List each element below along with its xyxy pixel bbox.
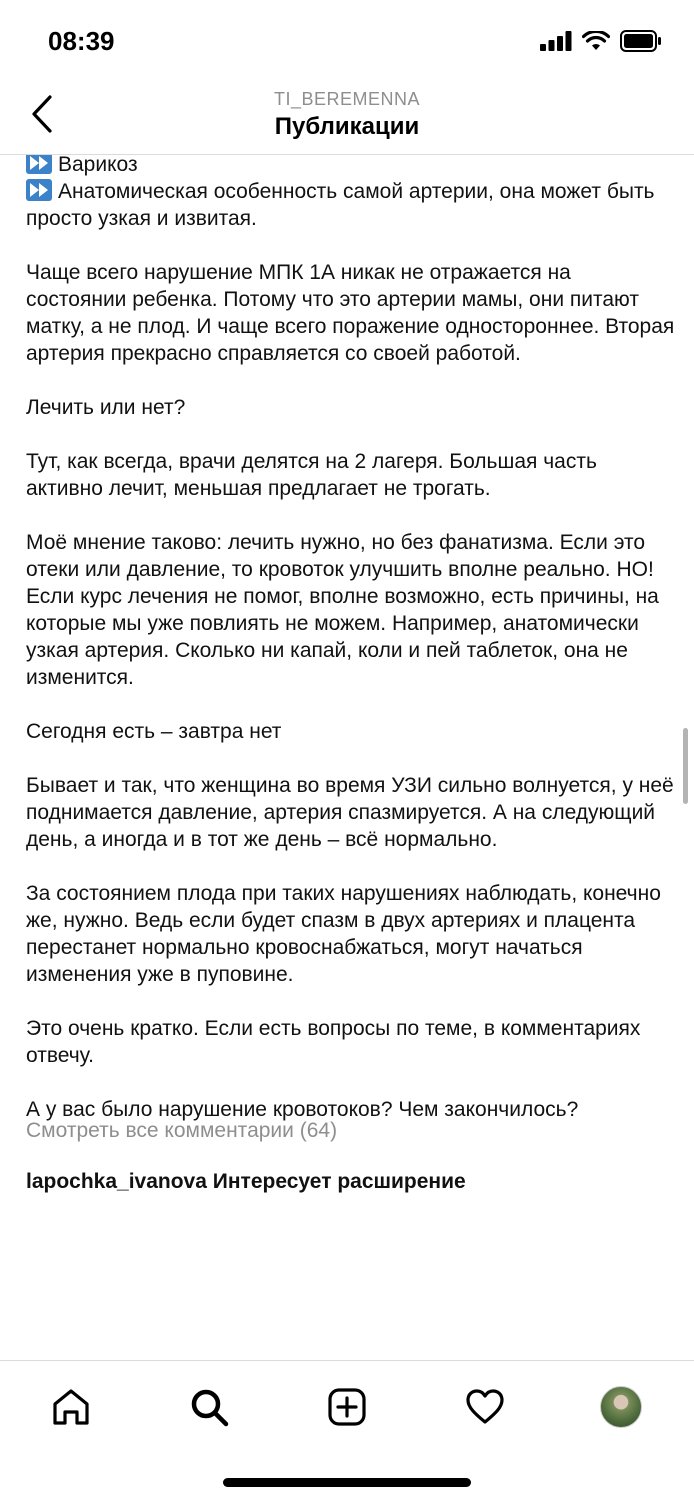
header-username[interactable]: TI_BEREMENNA bbox=[273, 89, 421, 109]
fast-forward-icon bbox=[26, 179, 52, 201]
avatar bbox=[600, 1386, 642, 1428]
scrollbar-thumb[interactable] bbox=[683, 728, 688, 804]
header bbox=[0, 80, 694, 155]
caption-paragraph: Тут, как всегда, врачи делятся на 2 лагеря. Большая часть активно лечит, меньшая предлагает не трогать. bbox=[26, 450, 597, 500]
wifi-icon bbox=[582, 31, 610, 51]
home-icon bbox=[50, 1386, 92, 1428]
search-icon bbox=[188, 1386, 230, 1428]
status-icons bbox=[540, 30, 662, 52]
post-content bbox=[0, 155, 694, 1360]
caption-paragraph: За состоянием плода при таких нарушениях наблюдать, конечно же, нужно. Ведь если будет спазм в двух артериях и плацента перестанет нормально кровоснабжаться, могут начаться изменения уже в пуповине. bbox=[26, 882, 661, 986]
battery-icon bbox=[620, 30, 662, 52]
bullet-item: Анатомическая особенность самой артерии, она может быть просто узкая и извитая. bbox=[26, 180, 655, 230]
view-all-comments-link[interactable]: Смотреть все комментарии (64) bbox=[26, 1119, 338, 1142]
comment-preview[interactable]: lapochka_ivanova Интересует расширение bbox=[26, 1170, 466, 1193]
new-post-icon bbox=[326, 1386, 368, 1428]
caption-paragraph: Чаще всего нарушение МПК 1А никак не отражается на состоянии ребенка. Потому что это артерии мамы, они питают матку, а не плод. И чаще всего поражение одностороннее. Вторая артерия прекрасно справляется со своей работой. bbox=[26, 261, 675, 365]
page-title: Публикации bbox=[274, 113, 420, 140]
tab-home[interactable] bbox=[47, 1383, 95, 1431]
caption-paragraph: Моё мнение таково: лечить нужно, но без фанатизма. Если это отеки или давление, то кровоток улучшить вполне реально. НО! Если курс лечения не помог, вполне возможно, есть причины, на которые мы уже повлиять не можем. Например, анатомически узкая артерия. Сколько ни капай, коли и пей таблеток, она не изменится. bbox=[26, 531, 659, 689]
caption-paragraph: Бывает и так, что женщина во время УЗИ сильно волнуется, у неё поднимается давление, артерия спазмируется. А на следующий день, а иногда и в тот же день – всё нормально. bbox=[26, 774, 674, 851]
caption-paragraph: А у вас было нарушение кровотоков? Чем закончилось? bbox=[26, 1098, 579, 1121]
status-time: 08:39 bbox=[48, 26, 115, 56]
caption-paragraph: Сегодня есть – завтра нет bbox=[26, 720, 282, 743]
heart-icon bbox=[464, 1386, 506, 1428]
bullet-item: Варикоз bbox=[26, 155, 676, 178]
tab-search[interactable] bbox=[185, 1383, 233, 1431]
status-bar bbox=[0, 0, 694, 80]
tab-new-post[interactable] bbox=[323, 1383, 371, 1431]
caption-paragraph: Это очень кратко. Если есть вопросы по теме, в комментариях отвечу. bbox=[26, 1017, 641, 1067]
home-indicator[interactable] bbox=[223, 1478, 471, 1487]
post-caption bbox=[26, 155, 676, 1195]
tab-activity[interactable] bbox=[461, 1383, 509, 1431]
caption-paragraph: Лечить или нет? bbox=[26, 396, 186, 419]
cellular-signal-icon bbox=[540, 31, 572, 51]
tab-bar bbox=[0, 1360, 694, 1501]
tab-profile[interactable] bbox=[597, 1383, 645, 1431]
fast-forward-icon bbox=[26, 155, 52, 174]
